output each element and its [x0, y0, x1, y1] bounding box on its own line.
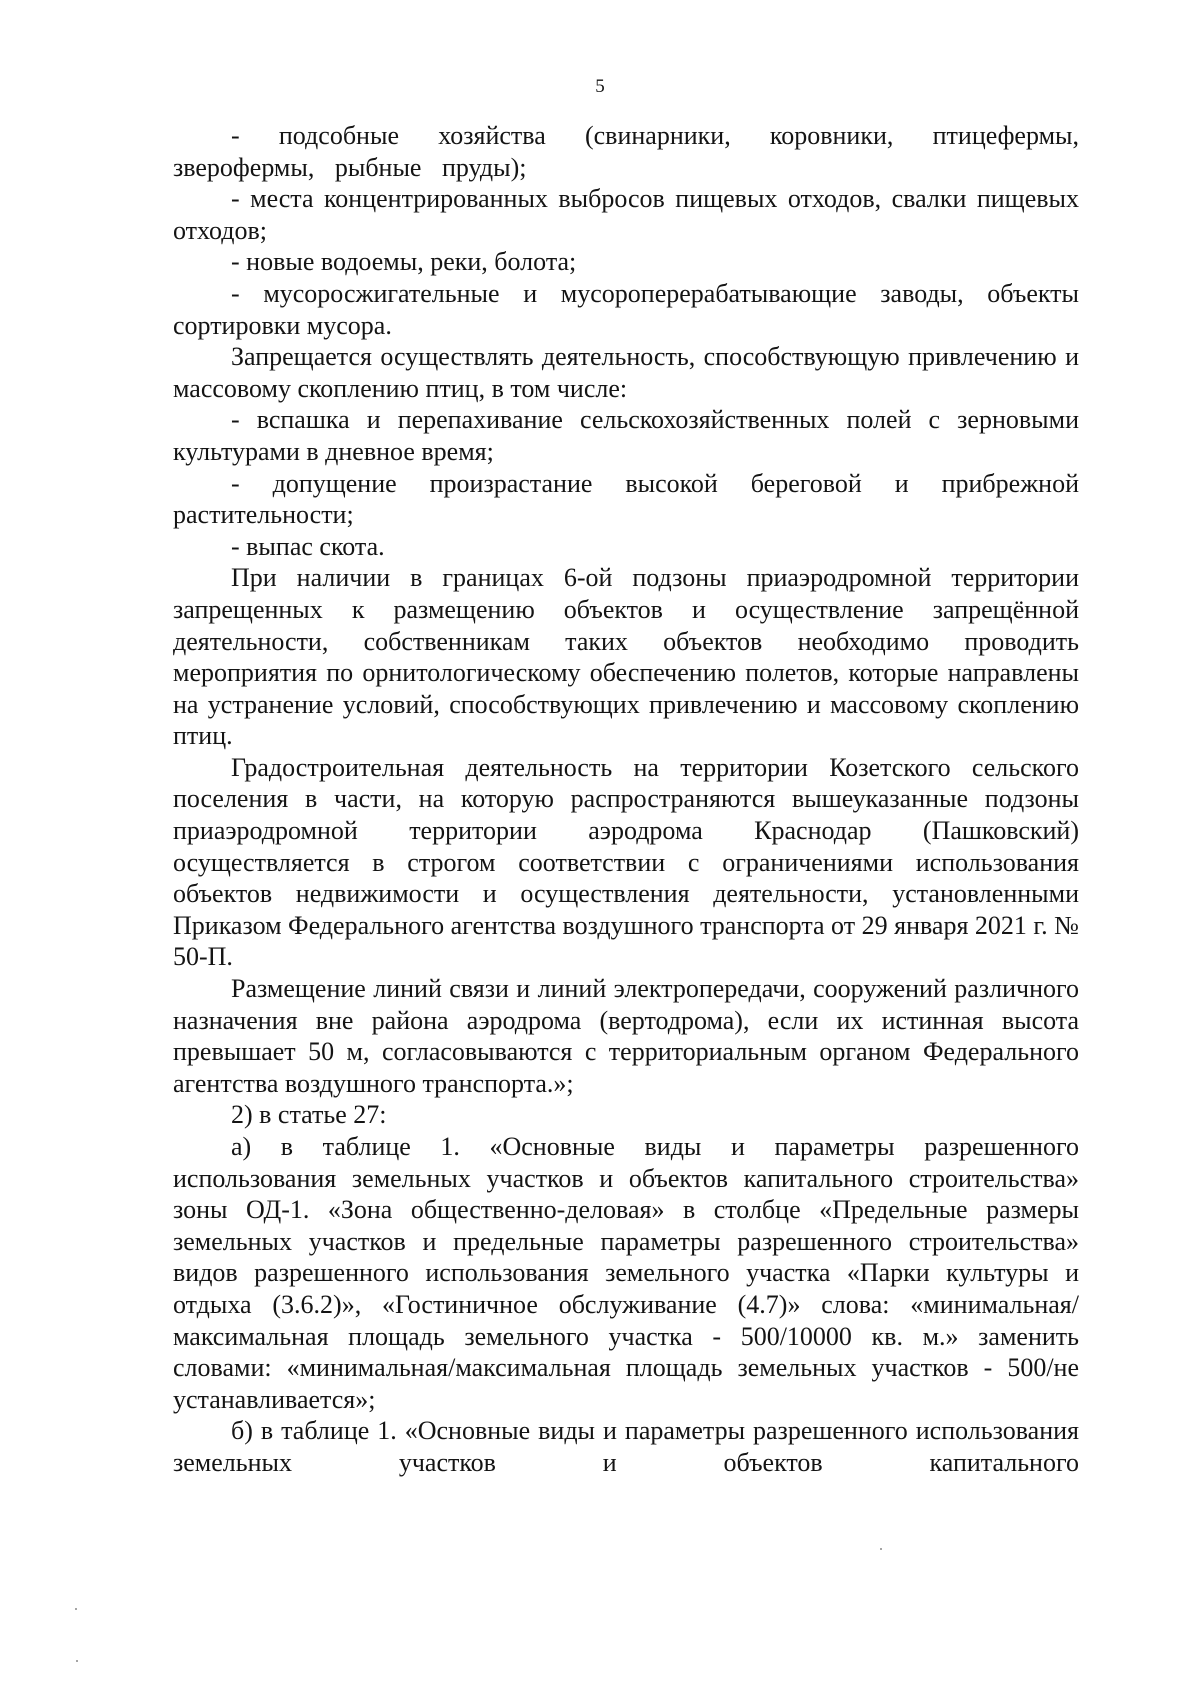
paragraph-ornithological-measures: При наличии в границах 6-ой подзоны приаэродромной территории запрещенных к размещению объектов и осуществление запрещённой деятельности, собственникам таких объектов необходимо проводить мероприятия по орнитологическому обеспечению полетов, которые направлены на устранение условий, способствующих привлечению и массовому скоплению птиц. [173, 563, 1079, 751]
paragraph-item-b: б) в таблице 1. «Основные виды и параметры разрешенного использования земельных участков и объектов капитального [173, 1416, 1079, 1477]
paragraph-item-a: а) в таблице 1. «Основные виды и параметры разрешенного использования земельных участков и объектов капитального строительства» зоны ОД-1. «Зона общественно-деловая» в столбце «Предельные размеры земельных участков и предельные параметры разрешенного строительства» видов разрешенного использования земельного участка «Парки культуры и отдыха (3.6.2)», «Гостиничное обслуживание (4.7)» слова: «минимальная/максимальная площадь земельного участка - 500/10000 кв. м.» заменить словами: «минимальная/максимальная площадь земельных участков - 500/не устанавливается»; [173, 1132, 1079, 1414]
list-item-vegetation: - допущение произрастание высокой береговой и прибрежной растительности; [173, 468, 1079, 530]
list-item-new-water-bodies: - новые водоемы, реки, болота; [231, 247, 577, 277]
document-body [173, 120, 1079, 1479]
list-item-plowing: - вспашка и перепахивание сельскохозяйственных полей с зерновыми культурами в дневное время; [173, 405, 1079, 466]
list-item-grazing: - выпас скота. [231, 531, 385, 561]
page-number: 5 [595, 76, 605, 97]
paragraph-article-27: 2) в статье 27: [231, 1100, 387, 1130]
paragraph-prohibited-activity: Запрещается осуществлять деятельность, способствующую привлечению и массовому скоплению птиц, в том числе: [173, 342, 1079, 403]
list-item-subsidiary-farms: - подсобные хозяйства (свинарники, коровники, птицефермы, зверофермы, рыбные пруды); [173, 121, 1079, 182]
scan-speck [76, 1660, 78, 1662]
scan-speck [880, 1548, 882, 1550]
list-item-food-waste: - места концентрированных выбросов пищевых отходов, свалки пищевых отходов; [173, 184, 1079, 245]
paragraph-communication-lines: Размещение линий связи и линий электропередачи, сооружений различного назначения вне района аэродрома (вертодрома), если их истинная высота превышает 50 м, согласовываются с территориальным органом Федерального агентства воздушного транспорта.»; [173, 974, 1079, 1098]
list-item-incineration-plants: - мусоросжигательные и мусороперерабатывающие заводы, объекты сортировки мусора. [173, 278, 1079, 340]
paragraph-urban-planning: Градостроительная деятельность на территории Козетского сельского поселения в части, на которую распространяются вышеуказанные подзоны приаэродромной территории аэродрома Краснодар (Пашковский) осуществляется в строгом соответствии с ограничениями использования объектов недвижимости и осуществления деятельности, установленными Приказом Федерального агентства воздушного транспорта от 29 января 2021 г. № 50-П. [173, 752, 1079, 972]
scan-speck [75, 1608, 77, 1610]
